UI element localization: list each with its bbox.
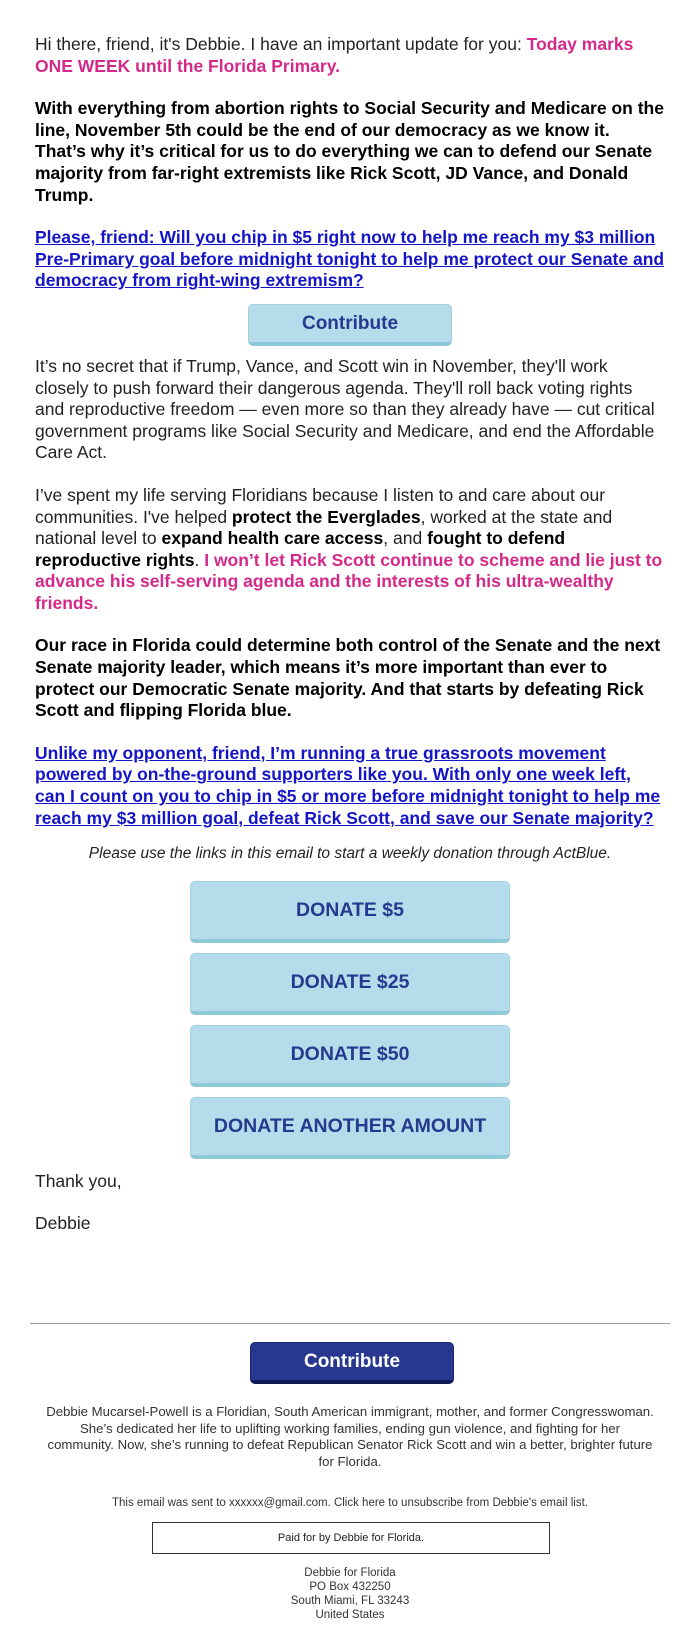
donate-50-button[interactable]: DONATE $50: [190, 1025, 510, 1087]
agenda-paragraph: It’s no secret that if Trump, Vance, and Scott win in November, they'll work closely to push forward their dangerous agenda. They'll roll back voting rights and reproductive freedom — even more so than they already have — cut critical government programs like Social Security and Medicare, and end the Affordable Care Act.: [35, 355, 655, 463]
race-paragraph: Our race in Florida could determine both control of the Senate and the next Senate majority leader, which means it’s more important than ever to protect our Democratic Senate majority. And that starts by defeating Rick Scott and flipping Florida blue.: [35, 635, 661, 721]
address-line: PO Box 432250: [309, 1581, 391, 1593]
donate-other-amount-button[interactable]: DONATE ANOTHER AMOUNT: [190, 1097, 510, 1159]
paid-for-disclaimer: Paid for by Debbie for Florida.: [152, 1522, 550, 1554]
record-text-2: , worked at the state and national level to: [35, 506, 613, 549]
donate-5-button[interactable]: DONATE $5: [190, 881, 510, 943]
record-text-1: I’ve spent my life serving Floridians because I listen to and care about our communities. I've helped: [35, 484, 606, 527]
stakes-paragraph: With everything from abortion rights to Social Security and Medicare on the line, November 5th could be the end of our democracy as we know it. That’s why it’s critical for us to do everything we can to defend our Senate majority from far-right extremists like Rick Scott, JD Vance, and Donald Trump.: [35, 98, 664, 205]
donate-25-button[interactable]: DONATE $25: [190, 953, 510, 1015]
mailing-address: [0, 1566, 700, 1622]
address-line: South Miami, FL 33243: [290, 1595, 410, 1607]
record-paragraph: [35, 485, 665, 615]
intro-highlight: Today marks ONE WEEK until the Florida Primary.: [35, 34, 634, 76]
footer-contribute-button[interactable]: Contribute: [250, 1342, 454, 1384]
address-line: United States: [315, 1609, 385, 1621]
unsubscribe-notice[interactable]: This email was sent to xxxxxx@gmail.com. Click here to unsubscribe from Debbie's email list.: [112, 1497, 588, 1509]
footer-divider: [30, 1323, 670, 1324]
ask-link-2[interactable]: Unlike my opponent, friend, I’m running a true grassroots movement powered by on-the-ground supporters like you. With only one week left, can I count on you to chip in $5 or more before midnight tonight to help me reach my $3 million goal, defeat Rick Scott, and save our Senate majority?: [35, 742, 661, 828]
intro-paragraph: [35, 34, 665, 77]
record-text-3: , and: [383, 528, 428, 549]
contribute-button[interactable]: Contribute: [248, 304, 452, 346]
intro-text: Hi there, friend, it's Debbie. I have an important update for you:: [35, 34, 527, 54]
signoff-thanks: Thank you,: [35, 1171, 122, 1192]
ask-link-1[interactable]: Please, friend: Will you chip in $5 right now to help me reach my $3 million Pre-Primary goal before midnight tonight to help me protect our Senate and democracy from right-wing extremism?: [35, 227, 665, 291]
record-pink-statement: I won’t let Rick Scott continue to scheme and lie just to advance his self-serving agenda and the interests of his ultra-wealthy friends.: [35, 549, 663, 613]
candidate-bio: Debbie Mucarsel-Powell is a Floridian, South American immigrant, mother, and former Congresswoman. She’s dedicated her life to uplifting working families, ending gun violence, and fighting for her community. Now, she’s running to defeat Republican Senator Rick Scott and win a better, brighter future for Florida.: [46, 1404, 654, 1469]
ask-paragraph-1: [35, 227, 665, 292]
record-bold-rights: fought to defend reproductive rights: [35, 528, 566, 570]
signoff-name: Debbie: [35, 1212, 91, 1233]
weekly-donation-note: Please use the links in this email to start a weekly donation through ActBlue.: [88, 845, 612, 863]
email-content: [35, 34, 665, 1234]
address-line: Debbie for Florida: [304, 1567, 396, 1579]
record-text-4: .: [194, 549, 205, 570]
record-bold-health: expand health care access: [161, 528, 384, 549]
record-bold-everglades: protect the Everglades: [231, 506, 421, 527]
ask-paragraph-2: [35, 743, 665, 829]
